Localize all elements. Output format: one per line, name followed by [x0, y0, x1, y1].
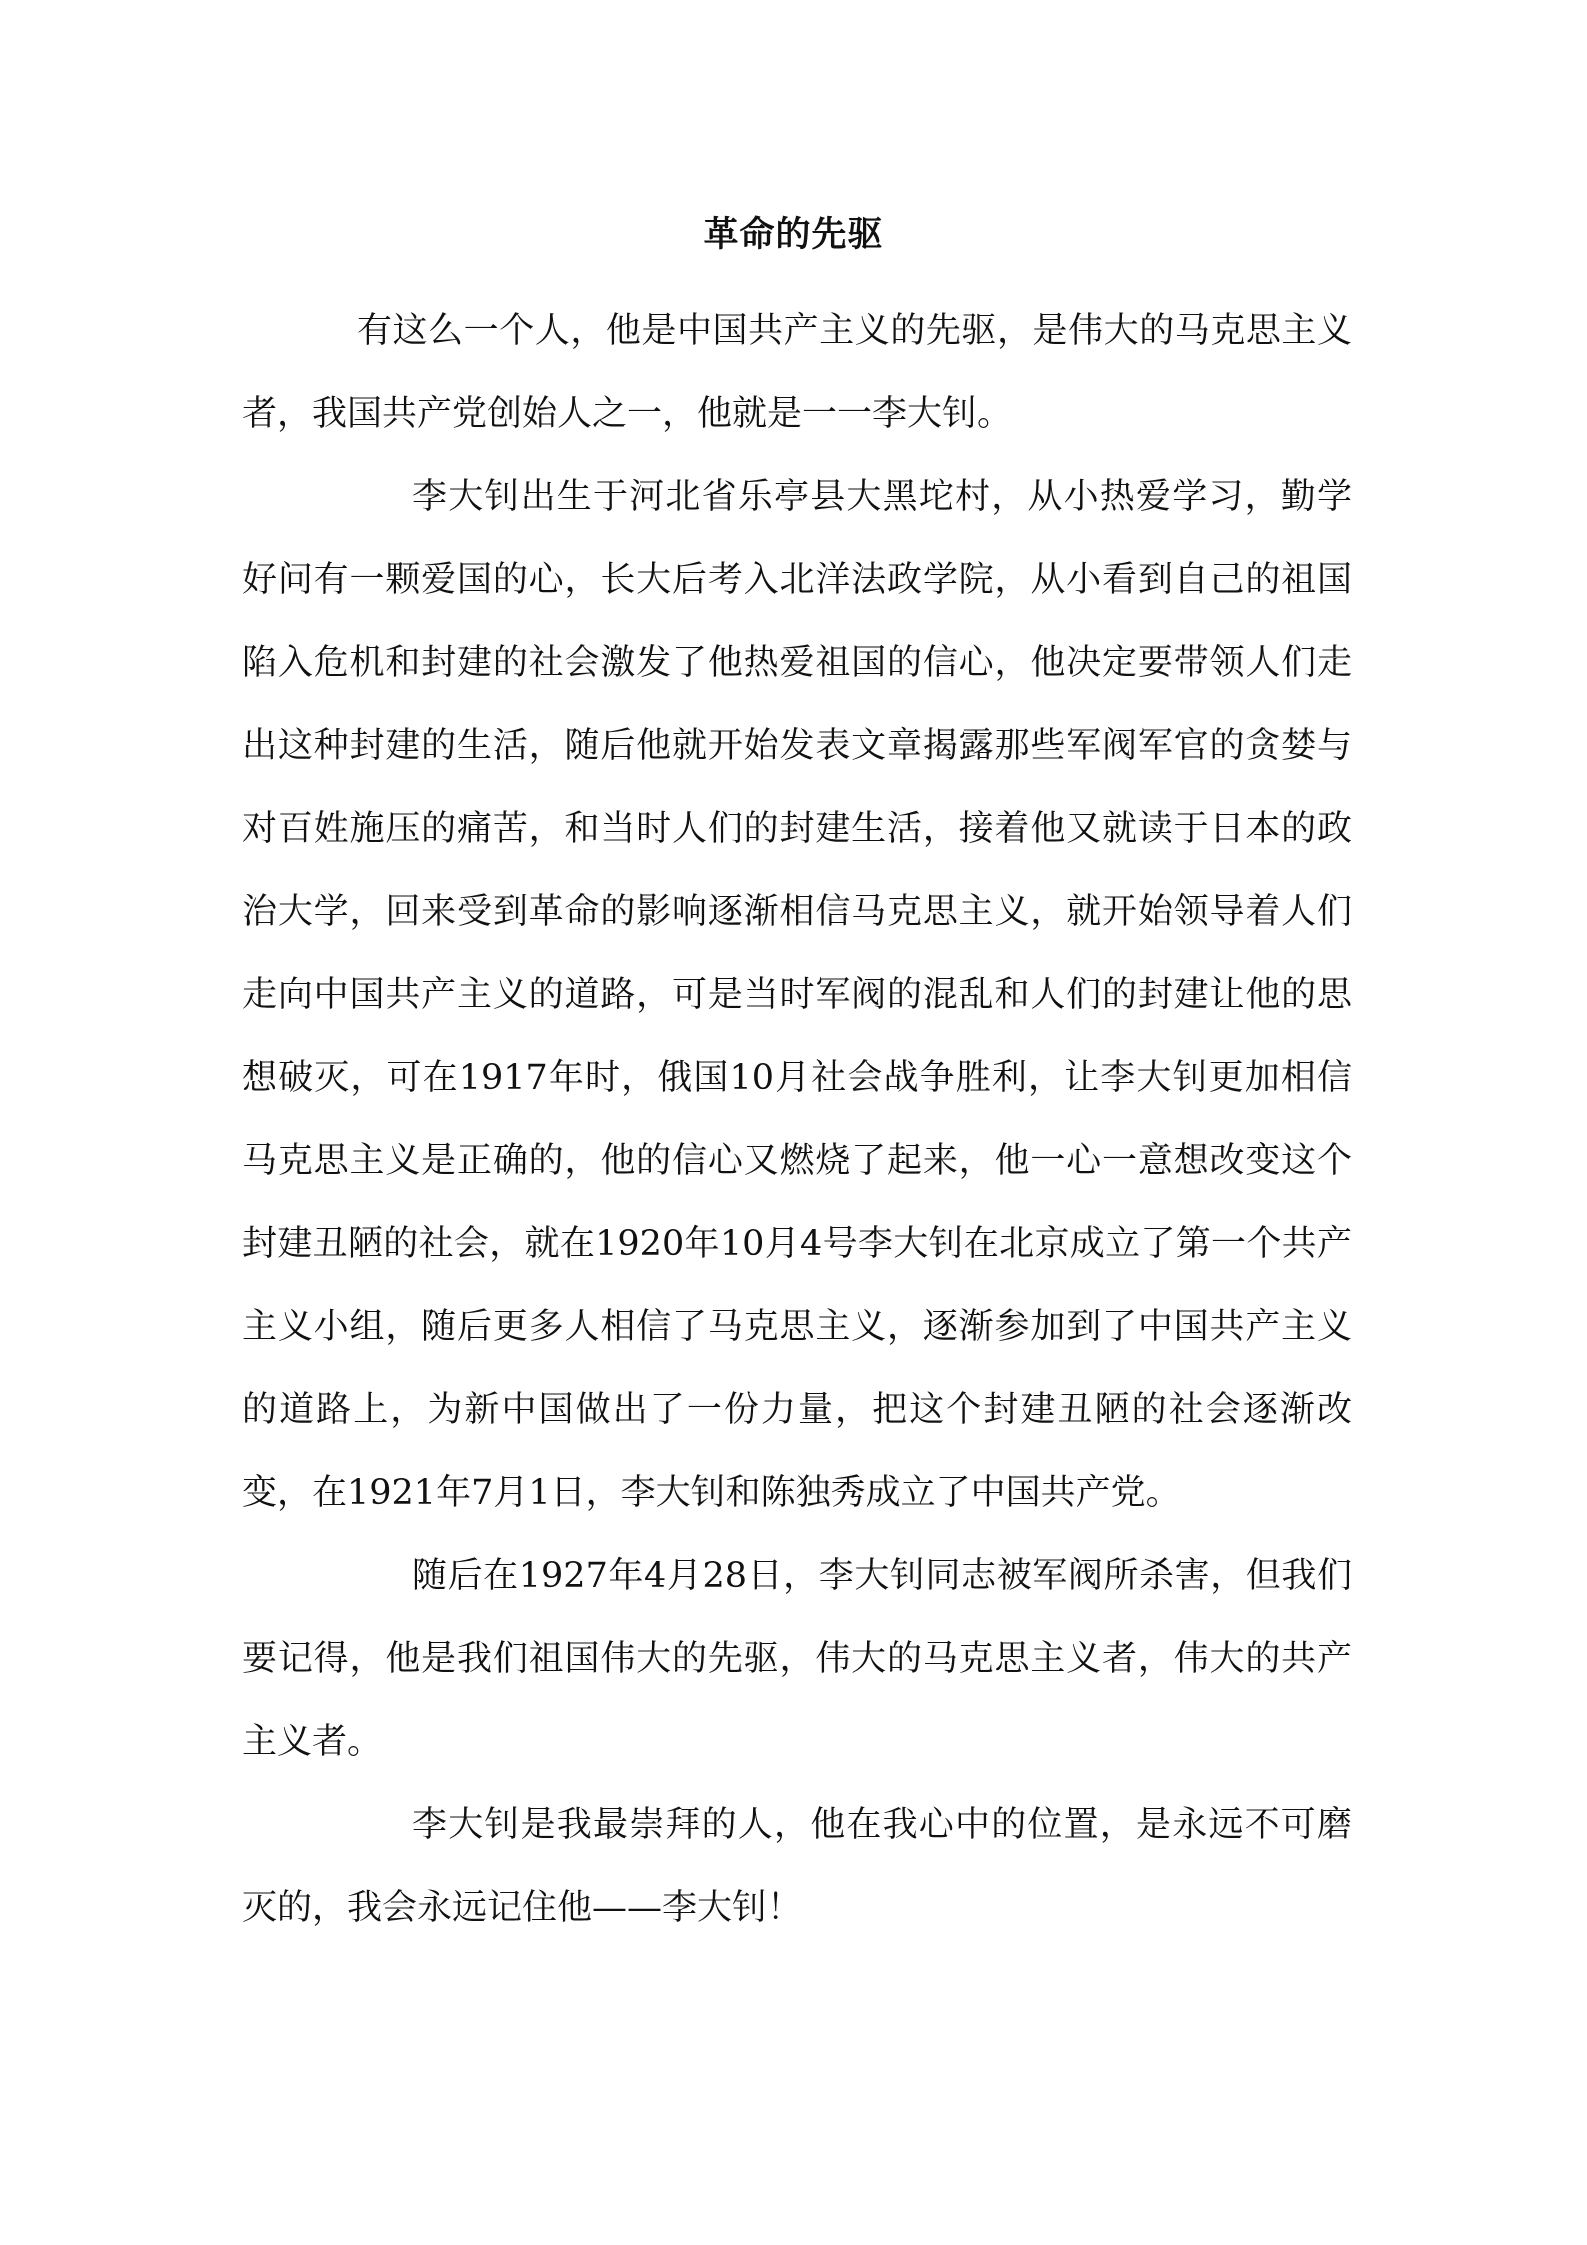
paragraph-death: 随后在1927年4月28日，李大钊同志被军阀所杀害，但我们要记得，他是我们祖国伟大的先驱，伟大的马克思主义者，伟大的共产主义者。: [242, 1556, 1352, 1762]
paragraph-biography: 李大钊出生于河北省乐亭县大黑坨村，从小热爱学习，勤学好问有一颗爱国的心，长大后考入北洋法政学院，从小看到自己的祖国陷入危机和封建的社会激发了他热爱祖国的信心，他决定要带领人们走出这种封建的生活，随后他就开始发表文章揭露那些军阀军官的贪婪与对百姓施压的痛苦，和当时人们的封建生活，接着他又就读于日本的政治大学，回来受到革命的影响逐渐相信马克思主义，就开始领导着人们走向中国共产主义的道路，可是当时军阀的混乱和人们的封建让他的思想破灭，可在1917年时，俄国10月社会战争胜利，让李大钊更加相信马克思主义是正确的，他的信心又燃烧了起来，他一心一意想改变这个封建丑陋的社会，就在1920年10月4号李大钊在北京成立了第一个共产主义小组，随后更多人相信了马克思主义，逐渐参加到了中国共产主义的道路上，为新中国做出了一份力量，把这个封建丑陋的社会逐渐改变，在1921年7月1日，李大钊和陈独秀成立了中国共产党。: [242, 477, 1352, 1513]
paragraph-intro: 有这么一个人，他是中国共产主义的先驱，是伟大的马克思主义者，我国共产党创始人之一，他就是一一李大钊。: [242, 311, 1352, 434]
document-title: 革命的先驱: [703, 214, 884, 255]
paragraph-conclusion: 李大钊是我最崇拜的人，他在我心中的位置，是永远不可磨灭的，我会永远记住他——李大钊！: [242, 1805, 1352, 1928]
document-body: [242, 290, 1352, 1950]
